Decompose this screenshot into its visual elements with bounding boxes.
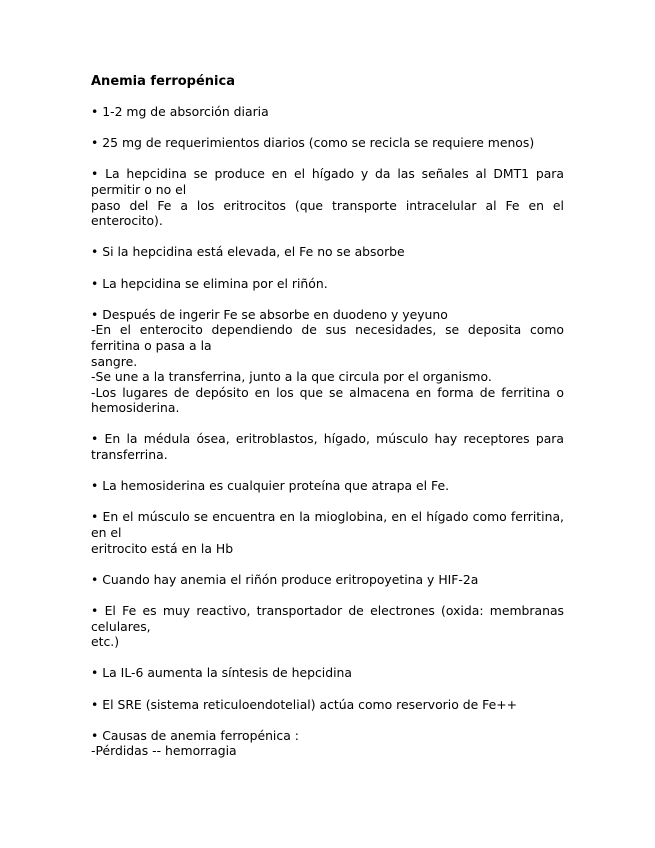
- text-line: -Se une a la transferrina, junto a la que circula por el organismo.: [91, 369, 492, 385]
- paragraph-anemia-kidney: [91, 572, 564, 588]
- text-line: -En el enterocito dependiendo de sus necesidades, se deposita como ferritina o pasa a la: [91, 322, 564, 353]
- text-line: sangre.: [91, 353, 138, 369]
- paragraph-causes: [91, 728, 564, 759]
- text-line: • Cuando hay anemia el riñón produce eritropoyetina y HIF-2a: [91, 571, 479, 587]
- paragraph-iron-absorption: [91, 307, 564, 416]
- text-line: • Causas de anemia ferropénica :: [91, 727, 299, 743]
- paragraph-requirements: [91, 135, 564, 151]
- paragraph-sre: [91, 697, 564, 713]
- text-line: • Si la hepcidina está elevada, el Fe no se absorbe: [91, 244, 405, 260]
- text-line: -Los lugares de depósito en los que se almacena en forma de ferritina o hemosiderina.: [91, 384, 564, 416]
- paragraph-hepcidin-kidney: [91, 276, 564, 292]
- paragraph-il6: [91, 665, 564, 681]
- text-line: • La hepcidina se produce en el hígado y da las señales al DMT1 para permitir o no el: [91, 166, 564, 197]
- text-line: • La hepcidina se elimina por el riñón.: [91, 275, 328, 291]
- paragraph-hepcidin-elevated: [91, 244, 564, 260]
- text-line: • 25 mg de requerimientos diarios (como se recicla se requiere menos): [91, 135, 535, 151]
- text-line: • En el músculo se encuentra en la mioglobina, en el hígado como ferritina, en el: [91, 509, 564, 541]
- text-line: -Pérdidas -- hemorragia: [91, 743, 237, 759]
- text-line: • Después de ingerir Fe se absorbe en duodeno y yeyuno: [91, 306, 448, 322]
- paragraph-iron-reactive: [91, 603, 564, 650]
- text-line: • La hemosiderina es cualquier proteína que atrapa el Fe.: [91, 478, 450, 494]
- text-line: eritrocito está en la Hb: [91, 540, 234, 556]
- text-line: etc.): [91, 634, 120, 650]
- text-line: paso del Fe a los eritrocitos (que transporte intracelular al Fe en el enterocito).: [91, 197, 564, 229]
- paragraph-absorption: [91, 104, 564, 120]
- paragraph-hepcidin-liver: [91, 166, 564, 228]
- paragraph-transferrin-receptors: [91, 431, 564, 462]
- text-line: • El SRE (sistema reticuloendotelial) actúa como reservorio de Fe++: [91, 696, 517, 712]
- paragraph-muscle: [91, 509, 564, 556]
- text-line: • En la médula ósea, eritroblastos, hígado, músculo hay receptores para transferrina.: [91, 431, 564, 463]
- text-line: • La IL-6 aumenta la síntesis de hepcidina: [91, 665, 352, 681]
- text-line: • 1-2 mg de absorción diaria: [91, 104, 269, 119]
- document-title: Anemia ferropénica: [91, 74, 235, 89]
- document-page: [91, 73, 564, 775]
- text-line: • El Fe es muy reactivo, transportador de electrones (oxida: membranas celulares,: [91, 603, 564, 634]
- paragraph-hemosiderin: [91, 478, 564, 494]
